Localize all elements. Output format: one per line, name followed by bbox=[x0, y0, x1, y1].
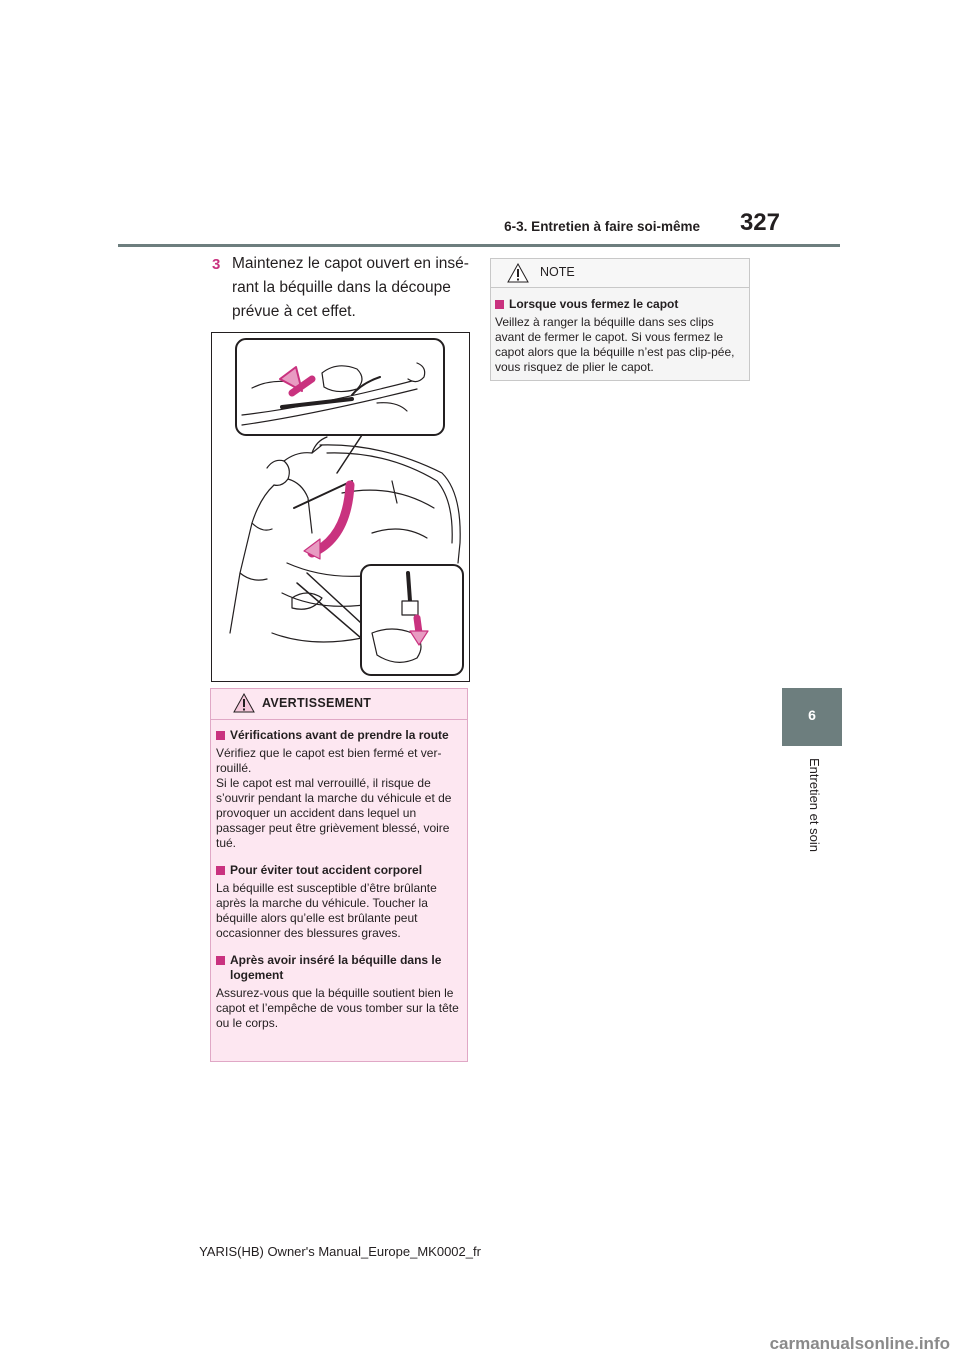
header-divider bbox=[118, 244, 840, 247]
bullet-square-icon bbox=[216, 866, 225, 875]
warning-text: Assurez-vous que la béquille soutient bien le capot et l’empêche de vous tomber sur la tête ou le corps. bbox=[216, 986, 459, 1030]
watermark: carmanualsonline.info bbox=[769, 1334, 950, 1353]
chapter-tab-label: Entretien et soin bbox=[807, 758, 822, 852]
warning-text: La béquille est susceptible d’être brûlante après la marche du véhicule. Toucher la béquille alors qu’elle est brûlante peut occasionner des blessures graves. bbox=[216, 881, 437, 940]
bullet-square-icon bbox=[216, 956, 225, 965]
bullet-square-icon bbox=[216, 731, 225, 740]
warning-triangle-icon bbox=[233, 693, 255, 713]
warning-title: AVERTISSEMENT bbox=[262, 696, 372, 710]
hood-support-illustration bbox=[211, 332, 470, 682]
warning-heading: Vérifications avant de prendre la route bbox=[216, 728, 464, 743]
hood-support-drawing bbox=[212, 333, 469, 681]
warning-heading: Après avoir inséré la béquille dans le logement bbox=[216, 953, 464, 983]
warning-body bbox=[216, 722, 464, 1033]
bullet-square-icon bbox=[495, 300, 504, 309]
note-text: Veillez à ranger la béquille dans ses clips avant de fermer le capot. Si vous fermez le capot alors que la béquille n’est pas clip-pée, vous risquez de plier le capot. bbox=[495, 315, 735, 374]
note-heading: Lorsque vous fermez le capot bbox=[495, 297, 745, 312]
chapter-tab-number: 6 bbox=[808, 707, 816, 723]
page-number: 327 bbox=[739, 209, 780, 236]
warning-heading: Pour éviter tout accident corporel bbox=[216, 863, 464, 878]
note-body bbox=[495, 291, 745, 377]
caution-triangle-icon bbox=[507, 263, 529, 283]
step-text: Maintenez le capot ouvert en insé-rant la béquille dans la découpe prévue à cet effet. bbox=[232, 255, 469, 320]
step-number: 3 bbox=[212, 256, 221, 273]
note-header bbox=[491, 259, 749, 288]
warning-text: Vérifiez que le capot est bien fermé et ver-rouillé. Si le capot est mal verrouillé, il risque de s’ouvrir pendant la marche du véhicule et de provoquer un accident dans lequel un passager peut être grièvement blessé, voire tué. bbox=[216, 746, 452, 850]
note-title: NOTE bbox=[540, 265, 575, 279]
footer-manual-id: YARIS(HB) Owner's Manual_Europe_MK0002_fr bbox=[199, 1244, 481, 1259]
section-title: 6-3. Entretien à faire soi-même bbox=[504, 219, 700, 234]
